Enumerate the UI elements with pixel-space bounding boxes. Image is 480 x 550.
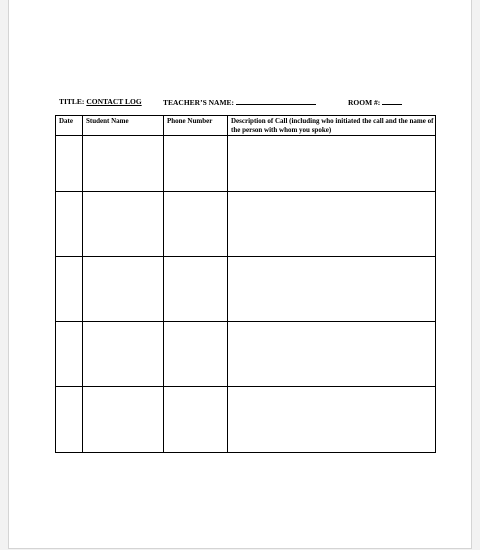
date-cell <box>56 257 83 322</box>
description-cell <box>228 257 436 322</box>
title-value: CONTACT LOG <box>86 97 142 106</box>
phone-number-cell <box>164 136 228 192</box>
teacher-name-field <box>163 97 316 107</box>
room-number-label: ROOM #: <box>348 98 381 107</box>
date-cell <box>56 387 83 453</box>
table-row <box>56 322 436 387</box>
column-header-description: Description of Call (including who initiated the call and the name of the person with whom you spoke) <box>228 116 436 136</box>
description-cell <box>228 192 436 257</box>
phone-number-cell <box>164 387 228 453</box>
table-header-row <box>56 116 436 136</box>
student-name-cell <box>83 136 164 192</box>
date-cell <box>56 136 83 192</box>
description-cell <box>228 136 436 192</box>
date-cell <box>56 192 83 257</box>
table-row <box>56 387 436 453</box>
document-header <box>59 97 449 111</box>
phone-number-cell <box>164 322 228 387</box>
title-label-text: TITLE: <box>59 97 85 106</box>
description-cell <box>228 387 436 453</box>
description-cell <box>228 322 436 387</box>
table-row <box>56 136 436 192</box>
room-number-field <box>348 97 402 107</box>
document-page <box>8 0 472 549</box>
contact-log-table <box>55 115 436 453</box>
student-name-cell <box>83 322 164 387</box>
column-header-date: Date <box>56 116 83 136</box>
student-name-cell <box>83 257 164 322</box>
room-number-blank <box>382 97 402 105</box>
teacher-name-label: TEACHER’S NAME: <box>163 98 235 107</box>
phone-number-cell <box>164 192 228 257</box>
teacher-name-blank <box>236 97 316 105</box>
column-header-phone-number: Phone Number <box>164 116 228 136</box>
title-label <box>59 97 142 106</box>
date-cell <box>56 322 83 387</box>
student-name-cell <box>83 192 164 257</box>
student-name-cell <box>83 387 164 453</box>
table-row <box>56 257 436 322</box>
phone-number-cell <box>164 257 228 322</box>
column-header-student-name: Student Name <box>83 116 164 136</box>
table-row <box>56 192 436 257</box>
